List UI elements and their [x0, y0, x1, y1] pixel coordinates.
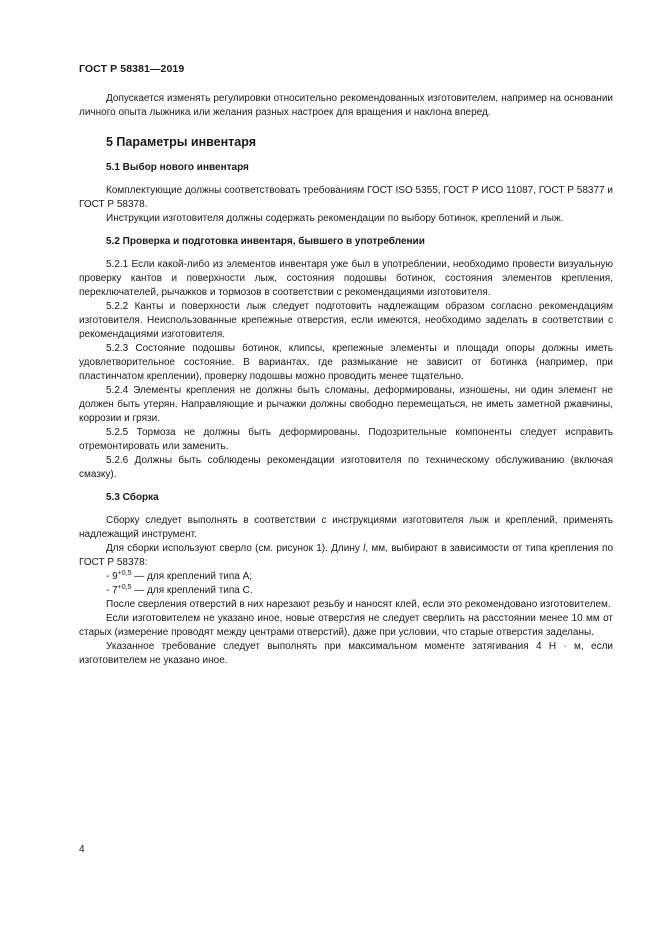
- clause-5-2-5: 5.2.5 Тормоза не должны быть деформированы. Подозрительные компоненты следует исправить отремонтировать или заменить.: [79, 427, 613, 452]
- paragraph: Если изготовителем не указано иное, новые отверстия не следует сверлить на расстоянии менее 10 мм от старых (измерение проводят между центрами отверстий), даже при условии, что старые отверстия заделаны.: [79, 613, 613, 638]
- list-item: - $9^{+0,5}$ — для креплений типа А;: [106, 570, 253, 582]
- paragraph-drill-length: Для сборки используют сверло (см. рисунок 1). Длину l, мм, выбирают в зависимости от типа крепления по ГОСТ Р 58378:: [79, 543, 614, 568]
- section-5-1-heading: 5.1 Выбор нового инвентаря: [106, 162, 249, 173]
- section-5-3-heading: 5.3 Сборка: [106, 492, 159, 503]
- clause-5-2-1: 5.2.1 Если какой-либо из элементов инвентаря уже был в употреблении, необходимо провести визуальную проверку кантов и поверхности лыж, состояния подошвы ботинок, состояния элементов крепления, переключателей, рычажков и тормозов в соответствии с рекомендациями изготовителя.: [79, 259, 613, 298]
- section-5-heading: 5 Параметры инвентаря: [106, 135, 256, 149]
- page-content: [79, 92, 613, 668]
- intro-paragraph: Допускается изменять регулировки относительно рекомендованных изготовителем, например на основании личного опыта лыжника или желания разных настроек для вращения и наклона вперед.: [79, 93, 613, 118]
- list-item: - $7^{+0,5}$ — для креплений типа С.: [106, 584, 253, 596]
- variable-l: l: [363, 543, 366, 554]
- paragraph: После сверления отверстий в них нарезают резьбу и наносят клей, если это рекомендовано изготовителем.: [106, 599, 611, 610]
- section-5-2-heading: 5.2 Проверка и подготовка инвентаря, бывшего в употреблении: [106, 236, 425, 247]
- paragraph: Указанное требование следует выполнять при максимальном моменте затягивания 4 Н · м, если изготовителем не указано иное.: [79, 641, 613, 666]
- clause-5-2-4: 5.2.4 Элементы крепления не должны быть сломаны, деформированы, изношены, ни один элемент не должен быть утерян. Направляющие и рычажки должны свободно перемещаться, не иметь заметной ржавчины, коррозии и грязи.: [79, 385, 613, 424]
- clause-5-2-6: 5.2.6 Должны быть соблюдены рекомендации изготовителя по техническому обслуживанию (включая смазку).: [79, 455, 613, 480]
- paragraph: Комплектующие должны соответствовать требованиям ГОСТ ISO 5355, ГОСТ Р ИСО 11087, ГОСТ Р 58377 и ГОСТ Р 58378.: [79, 185, 613, 210]
- document-header: ГОСТ Р 58381—2019: [79, 63, 185, 75]
- page-number: 4: [79, 844, 85, 855]
- paragraph: Инструкции изготовителя должны содержать рекомендации по выбору ботинок, креплений и лыж.: [106, 213, 564, 224]
- paragraph: Сборку следует выполнять в соответствии с инструкциями изготовителя лыж и креплений, применять надлежащий инструмент.: [79, 515, 613, 540]
- clause-5-2-3: 5.2.3 Состояние подошвы ботинок, клипсы, крепежные элементы и площади опоры должны иметь удовлетворительное состояние. В вариантах, где размыкание не зависит от ботинка (например, при пластинчатом креплении), проверку подошвы можно проводить менее тщательно.: [79, 343, 613, 382]
- clause-5-2-2: 5.2.2 Канты и поверхности лыж следует подготовить надлежащим образом согласно рекомендациям изготовителя. Неиспользованные крепежные отверстия, если имеются, необходимо заделать в соответствии с рекомендациями изготовителя.: [79, 301, 613, 340]
